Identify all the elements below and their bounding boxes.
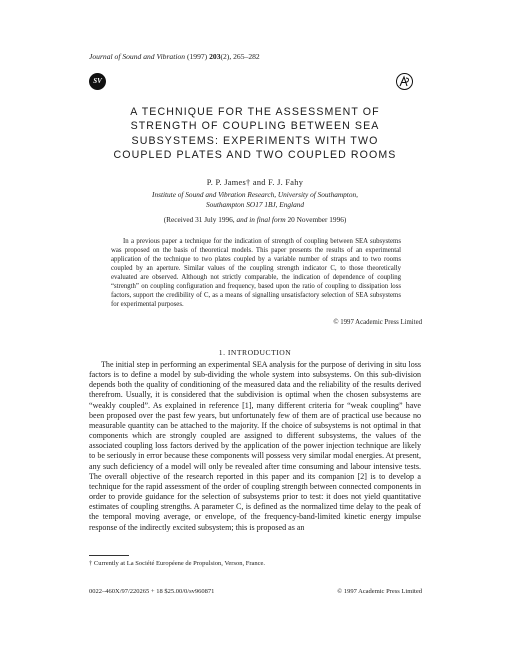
journal-year: (1997) bbox=[185, 52, 210, 61]
sv-logo-icon: SV bbox=[89, 73, 106, 90]
issn-line: 0022–460X/97/220265 + 18 $25.00/0/sv960871 bbox=[89, 588, 215, 595]
footnote-rule bbox=[89, 555, 129, 556]
footer-copyright: © 1997 Academic Press Limited bbox=[337, 588, 422, 595]
journal-volume: 203 bbox=[209, 52, 221, 61]
journal-pages: (2), 265–282 bbox=[220, 52, 260, 61]
authors: P. P. James† and F. J. Fahy bbox=[206, 178, 304, 187]
received-dates: (Received 31 July 1996, and in final form 20 November 1996) bbox=[163, 215, 347, 224]
title-line: STRENGTH OF COUPLING BETWEEN SEA bbox=[130, 120, 380, 133]
academic-press-logo-icon bbox=[396, 73, 413, 90]
body-text: The initial step in performing an experimental SEA analysis for the purpose of deriving in situ loss factors is to define a model by sub-dividing the whole system into subsystems. On this sub-division depends both the quality of conditioning of the measured data and the reliability of the results derived therefrom. Usually, it is considered that the subdivision is optimal when the chosen subsystems are “weakly coupled”. As explained in reference [1], many different criteria for “weak coupling” have been proposed over the past few years, but unfortunately few of them are of practical use because no measurable quantity can be attached to the majority. If the choice of subsystems is not optimal in that components which are strongly coupled are assigned to different subsystems, the values of the associated coupling loss factors derived by the application of the power injection technique are likely to be seriously in error because these components will possess very similar modal energies. At present, any such deficiency of a model will only be revealed after time consuming and labour intensive tests. The overall objective of the research reported in this paper and its companion [2] is to develop a technique for the rapid assessment of the order of coupling strength between connected components in order to provide guidance for the selection of subsystems prior to test: it does not yield quantitative estimates of coupling strengths. A parameter C, is defined as the normalized time delay to the peak of the temporal moving average, or envelope, of the frequency-band-limited kinetic energy impulse response of the indirectly excited subsystem; this is proposed as an bbox=[89, 360, 421, 532]
article-title bbox=[70, 105, 440, 163]
journal-name: Journal of Sound and Vibration bbox=[89, 52, 186, 61]
section-heading: 1. INTRODUCTION bbox=[218, 348, 292, 357]
title-line: COUPLED PLATES AND TWO COUPLED ROOMS bbox=[113, 149, 397, 162]
abstract: In a previous paper a technique for the indication of strength of coupling between SEA subsystems was proposed on the basis of theoretical models. This paper presents the results of an experimental application of the technique to two plates coupled by a variable number of straps and to two rooms coupled by an aperture. Similar values of the coupling strength indicator C, to those theoretically evaluated are observed. Although not strictly comparable, the indication of dependence of coupling “strength” on coupling configuration and frequency, based upon the ratio of coupling to dissipation loss factors, support the credibility of C, as a means of signalling unsatisfactory selection of SEA subsystems for experimental purposes. bbox=[111, 238, 401, 308]
title-line: SUBSYSTEMS: EXPERIMENTS WITH TWO bbox=[131, 134, 379, 147]
title-line: A TECHNIQUE FOR THE ASSESSMENT OF bbox=[130, 106, 380, 118]
affiliation: Institute of Sound and Vibration Research, University of Southampton, Southampton SO17 1BJ, England bbox=[152, 190, 358, 209]
journal-citation bbox=[89, 52, 260, 61]
abstract-copyright: © 1997 Academic Press Limited bbox=[333, 319, 422, 326]
footnote: † Currently at La Société Européene de Propulsion, Verson, France. bbox=[89, 560, 266, 567]
